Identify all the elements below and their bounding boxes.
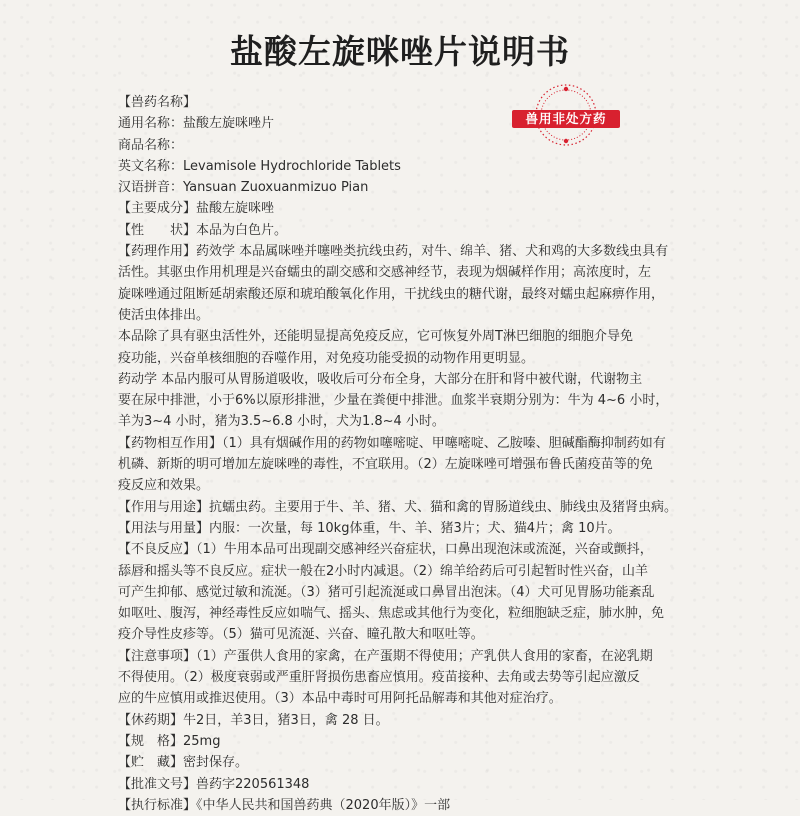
text-line: 如呕吐、腹泻，神经毒性反应如喘气、摇头、焦虑或其他行为变化，粒细胞缺乏症，肺水肿，免 (118, 606, 665, 622)
text-line: 本品除了具有驱虫活性外，还能明显提高免疫反应，它可恢复外周T淋巴细胞的细胞介导免 (118, 329, 633, 345)
text-line: 【药理作用】药效学 本品属咪唑并噻唑类抗线虫药，对牛、绵羊、猪、犬和鸡的大多数线虫具有 (118, 244, 669, 260)
text-line: 舔唇和摇头等不良反应。症状一般在2小时内减退。（2）绵羊给药后可引起暂时性兴奋，山羊 (118, 563, 649, 579)
text-line: 【贮 藏】密封保存。 (118, 755, 249, 771)
text-line: 【注意事项】（1）产蛋供人食用的家禽，在产蛋期不得使用；产乳供人食用的家畜，在泌乳期 (118, 648, 653, 664)
text-line: 药动学 本品内服可从胃肠道吸收，吸收后可分布全身，大部分在肝和肾中被代谢，代谢物主 (118, 371, 643, 387)
text-line: 【规 格】25mg (118, 733, 221, 749)
text-line: 不得使用。（2）极度衰弱或严重肝肾损伤患畜应慎用。疫苗接种、去角或去势等引起应激反 (118, 670, 640, 686)
text-line: 【用法与用量】内服：一次量，每 10kg体重，牛、羊、猪3片；犬、猫4片；禽 10片。 (118, 520, 621, 536)
text-line: 【休药期】牛2日，羊3日，猪3日，禽 28 日。 (118, 712, 389, 728)
text-line: 可产生抑郁、感觉过敏和流涎。（3）猪可引起流涎或口鼻冒出泡沫。（4）犬可见胃肠功能紊乱 (118, 584, 655, 600)
text-line: 【批准文号】兽药字220561348 (118, 776, 310, 792)
text-line: 商品名称： (118, 137, 184, 153)
text-line: 【执行标准】《中华人民共和国兽药典（2020年版）》一部 (118, 797, 451, 813)
text-line: 【兽药名称】 (118, 95, 197, 110)
text-line: 【作用与用途】抗蠕虫药。主要用于牛、羊、猪、犬、猫和禽的胃肠道线虫、肺线虫及猪肾虫病。 (118, 499, 678, 515)
text-line: 汉语拼音：Yansuan Zuoxuanmizuo Pian (118, 180, 369, 196)
text-line: 疫功能，兴奋单核细胞的吞噬作用，对免疫功能受损的动物作用更明显。 (118, 350, 535, 366)
text-line: 羊为3~4 小时，猪为3.5~6.8 小时，犬为1.8~4 小时。 (118, 414, 445, 430)
text-line: 使活虫体排出。 (118, 307, 210, 323)
text-line: 【不良反应】（1）牛用本品可出现副交感神经兴奋症状，口鼻出现泡沫或流涎，兴奋或颤抖， (118, 542, 653, 558)
text-line: 活性。其驱虫作用机理是兴奋蠕虫的副交感和交感神经节，表现为烟碱样作用；高浓度时，左 (118, 265, 652, 281)
text-line: 【药物相互作用】（1）具有烟碱作用的药物如噻嘧啶、甲噻嘧啶、乙胺嗪、胆碱酯酶抑制药如有 (118, 435, 666, 451)
text-line: 疫介导性皮疹等。（5）猫可见流涎、兴奋、瞳孔散大和呕吐等。 (118, 627, 484, 643)
text-line: 【主要成分】盐酸左旋咪唑 (118, 201, 275, 217)
text-line: 英文名称：Levamisole Hydrochloride Tablets (118, 158, 401, 174)
stamp-label: 兽用非处方药 (512, 110, 620, 128)
text-line: 应的牛应慎用或推迟使用。（3）本品中毒时可用阿托品解毒和其他对症治疗。 (118, 691, 562, 707)
page-title: 盐酸左旋咪唑片说明书 (230, 32, 570, 71)
text-line: 旋咪唑通过阻断延胡索酸还原和琥珀酸氧化作用，干扰线虫的糖代谢，最终对蠕虫起麻痹作用， (118, 286, 665, 302)
text-line: 机磷、新斯的明可增加左旋咪唑的毒性，不宜联用。（2）左旋咪唑可增强布鲁氏菌疫苗等的免 (118, 457, 653, 473)
text-line: 要在尿中排泄，小于6%以原形排泄，少量在粪便中排泄。血浆半衰期分别为：牛为 4~6 小时， (118, 393, 669, 409)
text-line: 疫反应和效果。 (118, 478, 210, 494)
text-line: 通用名称：盐酸左旋咪唑片 (118, 116, 275, 132)
text-line: 【性 状】本品为白色片。 (118, 222, 288, 238)
instruction-body (118, 92, 678, 816)
